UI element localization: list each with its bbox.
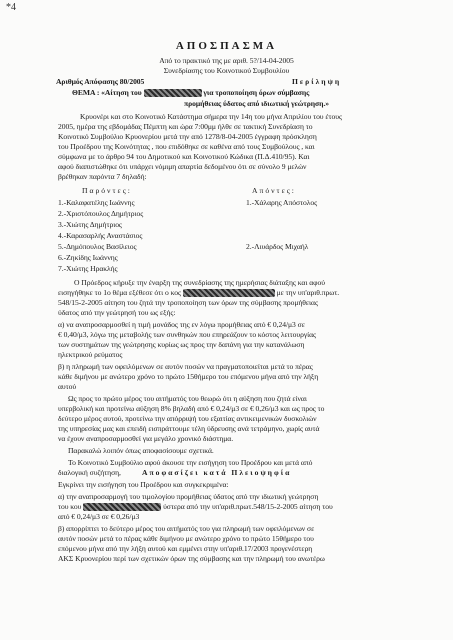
body-line: Το Κοινοτικό Συμβούλιο αφού άκουσε την εισήγηση του Προέδρου και μετά από bbox=[68, 458, 313, 467]
body-line: κάθε διμήνου με ανώτερο χρόνο το πρώτο 15θήμερο του επόμενου μήνα από την λήξη bbox=[58, 372, 319, 381]
body-line: αυτού bbox=[58, 382, 77, 391]
body-line: 548/15-2-2005 αίτηση του ζητά την τροποποίηση των όρων της σύμβασης προμήθειας bbox=[58, 298, 318, 307]
body-line-with-redaction bbox=[58, 288, 339, 297]
decision-number: Αριθμός Απόφασης 80/2005 bbox=[56, 77, 145, 86]
decision-label: Αποφασίζει κατά Πλειοψηφία bbox=[142, 468, 292, 477]
absent-heading: Απόντες: bbox=[252, 186, 296, 195]
body-line: ύδατος από την γεώτρησή του ως εξής: bbox=[58, 308, 176, 317]
intro-line: βρέθηκαν παρόντα 7 δηλαδή: bbox=[58, 172, 147, 181]
intro-line: Κοινοτικό Συμβούλιο Κρυονερίου μετά την από 1278/8-04-2005 έγγραφη πρόσκληση bbox=[58, 132, 317, 141]
body-line: δεύτερο μέρος αυτού, προτείνω την απόρριψή του εξαιτίας αντικειμενικών δυσκολιών bbox=[58, 414, 317, 423]
body-line-suffix: με την υπ'αριθ.πρωτ. bbox=[276, 288, 340, 297]
decision-line: α) την αναπροσαρμογή του τιμολογίου προμήθειας ύδατος από την ιδιωτική γεώτρηση bbox=[58, 492, 319, 501]
present-member: 4.-Καρασαρλής Αναστάσιος bbox=[58, 231, 143, 240]
session-line: Συνεδρίασης του Κοινοτικού Συμβουλίου bbox=[163, 66, 290, 75]
intro-line: αφού διαπιστώθηκε ότι υπάρχει νόμιμη απαρτία δεδομένου ότι σε σύνολο 9 μελών bbox=[58, 162, 307, 171]
decision-line: ΑΚΣ Κρυονερίου περί των σχετικών όρων της σύμβασης και την πληρωμή του ανωτέρω bbox=[58, 554, 325, 563]
decision-line-text: του κου bbox=[58, 502, 82, 511]
body-line: της υπηρεσίας μας και επειδή εισπράττουμε τέλη ύδρευσης ανά τετράμηνο, χωρίς αυτά bbox=[58, 424, 320, 433]
redaction-mark bbox=[183, 289, 275, 297]
decision-line: Εγκρίνει την εισήγηση του Προέδρου και συγκεκριμένα: bbox=[58, 480, 229, 489]
absent-member: 1.-Χάλαρης Απόστολος bbox=[246, 198, 318, 207]
body-line: Παρακαλώ λοιπόν όπως αποφασίσουμε σχετικά. bbox=[68, 446, 214, 455]
subject-line bbox=[72, 88, 309, 97]
intro-line: του Προέδρου της Κοινότητας , που επιδόθηκε σε καθένα από τους Συμβούλους , και bbox=[58, 142, 315, 151]
present-member: 1.-Καλαφατέλης Ιωάννης bbox=[58, 198, 135, 207]
minutes-reference: Από το πρακτικό της με αριθ. 5?/14-04-2005 bbox=[159, 56, 294, 65]
intro-line: 2005, ημέρα της εβδομάδας Πέμπτη και ώρα 7:00μμ ήλθε σε τακτική Συνεδρίαση το bbox=[58, 122, 313, 131]
intro-line: σύμφωνα με το άρθρο 94 του Δημοτικού και Κοινοτικού Κώδικα (Π.Δ.410/95). Και bbox=[58, 152, 310, 161]
present-heading: Παρόντες: bbox=[82, 186, 132, 195]
redaction-mark bbox=[83, 503, 161, 511]
summary-label: Περίληψη bbox=[292, 77, 342, 86]
decision-line-suffix: ύστερα από την υπ'αριθ.πρωτ.548/15-2-2005 αίτηση του bbox=[163, 502, 333, 511]
absent-member: 2.-Λιυάρδος Μιχαήλ bbox=[246, 242, 309, 251]
decision-line: επόμενου μήνα από την λήξη αυτού και εμμένει στην υπ'αριθ.17/2003 προγενέστερη bbox=[58, 544, 313, 553]
subject-rest: για τροποποίηση όρων σύμβασης bbox=[203, 88, 310, 97]
body-line: α) να αναπροσαρμοσθεί η τιμή μονάδος της εν λόγω προμήθειας από € 0,24/μ3 σε bbox=[58, 320, 305, 329]
present-member: 5.-Δημόπουλος Βασίλειος bbox=[58, 242, 137, 251]
intro-line: Κρυονέρι και στο Κοινοτικό Κατάστημα σήμερα την 14η του μήνα Απριλίου του έτους bbox=[80, 112, 342, 121]
body-line: διαλογική συζήτηση, bbox=[58, 468, 121, 477]
body-line: υπερβολική και προτείνω αύξηση 8% βηλαδή από € 0,24/μ3 σε € 0,26/μ3 και ως προς το bbox=[58, 404, 325, 413]
body-line: Ως προς το πρώτο μέρος του αιτήματός του θεωρώ ότι η αύξηση που ζητά είναι bbox=[68, 394, 307, 403]
body-line: ηλεκτρικού ρεύματος bbox=[58, 350, 123, 359]
scan-mark: *4 bbox=[6, 2, 16, 13]
body-line: Ο Πρόεδρος κήρυξε την έναρξη της συνεδρίασης της ημερήσιας διάταξης και αφού bbox=[74, 278, 325, 287]
body-line: β) η πληρωμή των οφειλόμενων σε αυτόν ποσών να πραγματοποιείται μετά το πέρας bbox=[58, 362, 313, 371]
decision-line: αυτόν ποσών μετά το πέρας κάθε διμήνου με ανώτερο χρόνο το πρώτο 15θήμερο του bbox=[58, 534, 314, 543]
subject-label: ΘΕΜΑ : «Αίτηση του bbox=[72, 88, 142, 97]
decision-line-with-redaction bbox=[58, 502, 333, 511]
present-member: 3.-Χιώτης Δημήτριος bbox=[58, 220, 122, 229]
present-member: 2.-Χριστόπουλος Δημήτριος bbox=[58, 209, 144, 218]
present-member: 6.-Ζηκίδης Ιωάννης bbox=[58, 253, 118, 262]
body-line: να έχουν αναπροσαρμοσθεί για μεγάλο χρονικό διάστημα. bbox=[58, 434, 234, 443]
body-line: € 0,40/μ3, λόγω της μεταβολής των συνθηκών που επηρεάζουν το κόστος λειτουργίας bbox=[58, 330, 317, 339]
subject-line-2: προμήθειας ύδατος από ιδιωτική γεώτρηση.» bbox=[184, 99, 329, 108]
body-line-text: εισηγήθηκε το 1ο θέμα εξέθεσε ότι ο κος bbox=[58, 288, 181, 297]
document-title: ΑΠΟΣΠΑΣΜΑ bbox=[175, 40, 278, 52]
present-member: 7.-Χιώτης Ηρακλής bbox=[58, 264, 118, 273]
redaction-mark bbox=[144, 89, 202, 97]
body-line: των συστημάτων της γεώτρησης κυρίως ως προς την δαπάνη για την κατανάλωση bbox=[58, 340, 305, 349]
decision-line: β) απορρίπτει το δεύτερο μέρος του αιτήματός του για πληρωμή των οφειλόμενων σε bbox=[58, 524, 315, 533]
decision-line: από € 0,24/μ3 σε € 0,26/μ3 bbox=[58, 512, 140, 521]
